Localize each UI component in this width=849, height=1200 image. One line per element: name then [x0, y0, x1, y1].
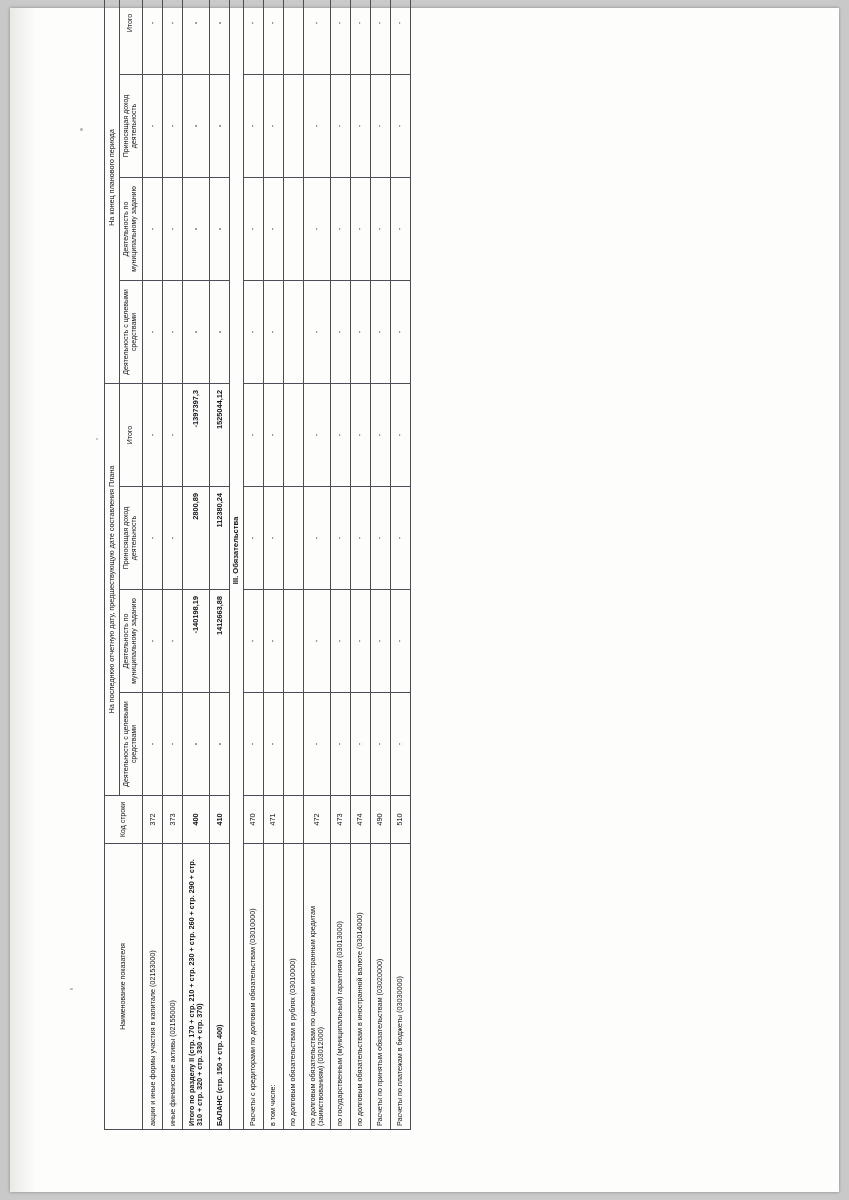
row-label: БАЛАНС (стр. 150 + стр. 400) [210, 844, 230, 1130]
row-code: 510 [391, 796, 411, 844]
row-value-0: - [391, 693, 411, 796]
row-value-7: - [143, 0, 163, 75]
col-group-header-previous-date: На последнюю отчетную дату, предшествующую дате составления Плана [105, 384, 120, 796]
row-value-1: - [304, 590, 331, 693]
row-label: Итого по разделу II (стр. 170 + стр. 210 + стр. 230 + стр. 260 + стр. 290 + стр. 310 + стр. 320 + стр. 330 + стр. 370) [183, 844, 210, 1130]
row-code: 474 [351, 796, 371, 844]
scan-speck [96, 438, 98, 440]
row-value-2: - [143, 487, 163, 590]
row-value-3: - [143, 384, 163, 487]
row-value-1: 1412663,88 [210, 590, 230, 693]
row-value-7: - [264, 0, 284, 75]
row-value-6: - [210, 75, 230, 178]
row-value-0: - [163, 693, 183, 796]
rotated-table-area [104, 13, 744, 1130]
row-value-0: - [371, 693, 391, 796]
row-value-1: - [264, 590, 284, 693]
row-value-4: - [210, 281, 230, 384]
row-value-3: - [163, 384, 183, 487]
table-body [143, 0, 411, 1130]
table-row [351, 0, 371, 1130]
row-code: 472 [304, 796, 331, 844]
row-value-3: -1397397,3 [183, 384, 210, 487]
row-value-5: - [264, 178, 284, 281]
col-header-code: Код строки [105, 796, 143, 844]
row-value-6: - [163, 75, 183, 178]
row-value-4: - [163, 281, 183, 384]
table-row [264, 0, 284, 1130]
row-value-2: - [163, 487, 183, 590]
row-value-0: - [351, 693, 371, 796]
sub-header-income-activity-end: Приносящая доход деятельность [120, 75, 143, 178]
section-title: III. Обязательства [230, 0, 244, 1130]
col-group-header-end-of-period: На конец планового периода [105, 0, 120, 384]
row-code [284, 796, 304, 844]
row-value-7: - [244, 0, 264, 75]
row-value-4: - [183, 281, 210, 384]
row-value-2: - [244, 487, 264, 590]
row-value-1 [284, 590, 304, 693]
row-code: 473 [331, 796, 351, 844]
row-value-6: - [351, 75, 371, 178]
table-row [304, 0, 331, 1130]
table-row [244, 0, 264, 1130]
row-value-2: 112380,24 [210, 487, 230, 590]
table-row [163, 0, 183, 1130]
row-value-0: - [264, 693, 284, 796]
table-row [230, 0, 244, 1130]
row-value-5: - [371, 178, 391, 281]
row-value-6: - [391, 75, 411, 178]
row-value-5 [284, 178, 304, 281]
row-value-1: - [244, 590, 264, 693]
row-value-6: - [143, 75, 163, 178]
table-row [331, 0, 351, 1130]
row-value-7 [284, 0, 304, 75]
row-value-5: - [331, 178, 351, 281]
sub-header-target-funds-prev: Деятельность с целевыми средствами [120, 693, 143, 796]
row-value-5: - [391, 178, 411, 281]
row-value-0: - [210, 693, 230, 796]
row-value-3: 1525044,12 [210, 384, 230, 487]
sub-header-income-activity-prev: Приносящая доход деятельность [120, 487, 143, 590]
row-value-1: - [163, 590, 183, 693]
row-value-5: - [351, 178, 371, 281]
row-label: по долговым обязательствам в иностранной валюте (03014000) [351, 844, 371, 1130]
row-value-5: - [183, 178, 210, 281]
row-label: Расчеты с кредиторами по долговым обязательствам (03010000) [244, 844, 264, 1130]
row-value-7: - [391, 0, 411, 75]
row-value-3: - [391, 384, 411, 487]
row-value-4: - [391, 281, 411, 384]
row-value-7: - [371, 0, 391, 75]
table-row [143, 0, 163, 1130]
row-value-2: 2800,89 [183, 487, 210, 590]
row-code: 373 [163, 796, 183, 844]
row-code: 410 [210, 796, 230, 844]
col-header-name: Наименование показателя [105, 844, 143, 1130]
scan-speck [70, 988, 73, 990]
row-value-2: - [371, 487, 391, 590]
sub-header-municipal-task-end: Деятельность по муниципальному заданию [120, 178, 143, 281]
financial-plan-table [104, 0, 411, 1130]
sub-header-target-funds-end: Деятельность с целевыми средствами [120, 281, 143, 384]
row-value-0: - [183, 693, 210, 796]
table-row [391, 0, 411, 1130]
row-value-6: - [331, 75, 351, 178]
row-value-5: - [304, 178, 331, 281]
row-value-1: - [371, 590, 391, 693]
row-label: в том числе: [264, 844, 284, 1130]
row-label: акции и иные формы участия в капитале (02153000) [143, 844, 163, 1130]
row-code: 471 [264, 796, 284, 844]
row-value-7: - [351, 0, 371, 75]
row-value-1: - [143, 590, 163, 693]
row-value-2: - [304, 487, 331, 590]
sub-header-municipal-task-prev: Деятельность по муниципальному заданию [120, 590, 143, 693]
row-value-6: - [183, 75, 210, 178]
row-value-7: - [210, 0, 230, 75]
row-label: иные финансовые активы (02155000) [163, 844, 183, 1130]
row-code: 490 [371, 796, 391, 844]
row-value-7: - [331, 0, 351, 75]
row-value-1: - [351, 590, 371, 693]
row-label: по долговым обязательствам по целевым иностранным кредитам (заимствованиям) (03012000) [304, 844, 331, 1130]
row-value-3: - [264, 384, 284, 487]
row-value-3: - [244, 384, 264, 487]
scanned-page [10, 8, 839, 1192]
row-value-7: - [304, 0, 331, 75]
row-value-3: - [331, 384, 351, 487]
row-value-1: -140198,19 [183, 590, 210, 693]
row-label: Расчеты по платежам в бюджеты (03030000) [391, 844, 411, 1130]
row-value-3: - [304, 384, 331, 487]
row-value-0: - [304, 693, 331, 796]
row-value-7: - [183, 0, 210, 75]
row-value-7: - [163, 0, 183, 75]
row-value-5: - [163, 178, 183, 281]
row-value-1: - [331, 590, 351, 693]
row-value-4: - [264, 281, 284, 384]
row-code: 400 [183, 796, 210, 844]
row-value-5: - [210, 178, 230, 281]
row-value-6: - [304, 75, 331, 178]
row-code: 470 [244, 796, 264, 844]
row-value-4: - [143, 281, 163, 384]
row-value-4: - [304, 281, 331, 384]
table-row [284, 0, 304, 1130]
row-value-6 [284, 75, 304, 178]
row-value-4: - [351, 281, 371, 384]
row-value-3: - [371, 384, 391, 487]
row-label: Расчеты по принятым обязательствам (03020000) [371, 844, 391, 1130]
row-value-5: - [143, 178, 163, 281]
row-value-0: - [143, 693, 163, 796]
sub-header-total-end: Итого [120, 0, 143, 75]
row-value-2: - [264, 487, 284, 590]
row-value-5: - [244, 178, 264, 281]
row-value-1: - [391, 590, 411, 693]
row-value-4 [284, 281, 304, 384]
row-value-2: - [351, 487, 371, 590]
row-value-0 [284, 693, 304, 796]
row-label: по государственным (муниципальным) гарантиям (03013000) [331, 844, 351, 1130]
row-value-0: - [331, 693, 351, 796]
row-value-6: - [244, 75, 264, 178]
row-value-6: - [264, 75, 284, 178]
row-value-2: - [391, 487, 411, 590]
row-code: 372 [143, 796, 163, 844]
row-value-2: - [331, 487, 351, 590]
sub-header-total-prev: Итого [120, 384, 143, 487]
row-value-3 [284, 384, 304, 487]
row-value-3: - [351, 384, 371, 487]
table-header [105, 0, 143, 1130]
row-label: по долговым обязательствам в рублях (03010000) [284, 844, 304, 1130]
row-value-4: - [331, 281, 351, 384]
scan-speck [80, 128, 83, 131]
row-value-6: - [371, 75, 391, 178]
table-row [183, 0, 210, 1130]
row-value-4: - [244, 281, 264, 384]
row-value-2 [284, 487, 304, 590]
row-value-4: - [371, 281, 391, 384]
row-value-0: - [244, 693, 264, 796]
table-row [371, 0, 391, 1130]
table-row [210, 0, 230, 1130]
